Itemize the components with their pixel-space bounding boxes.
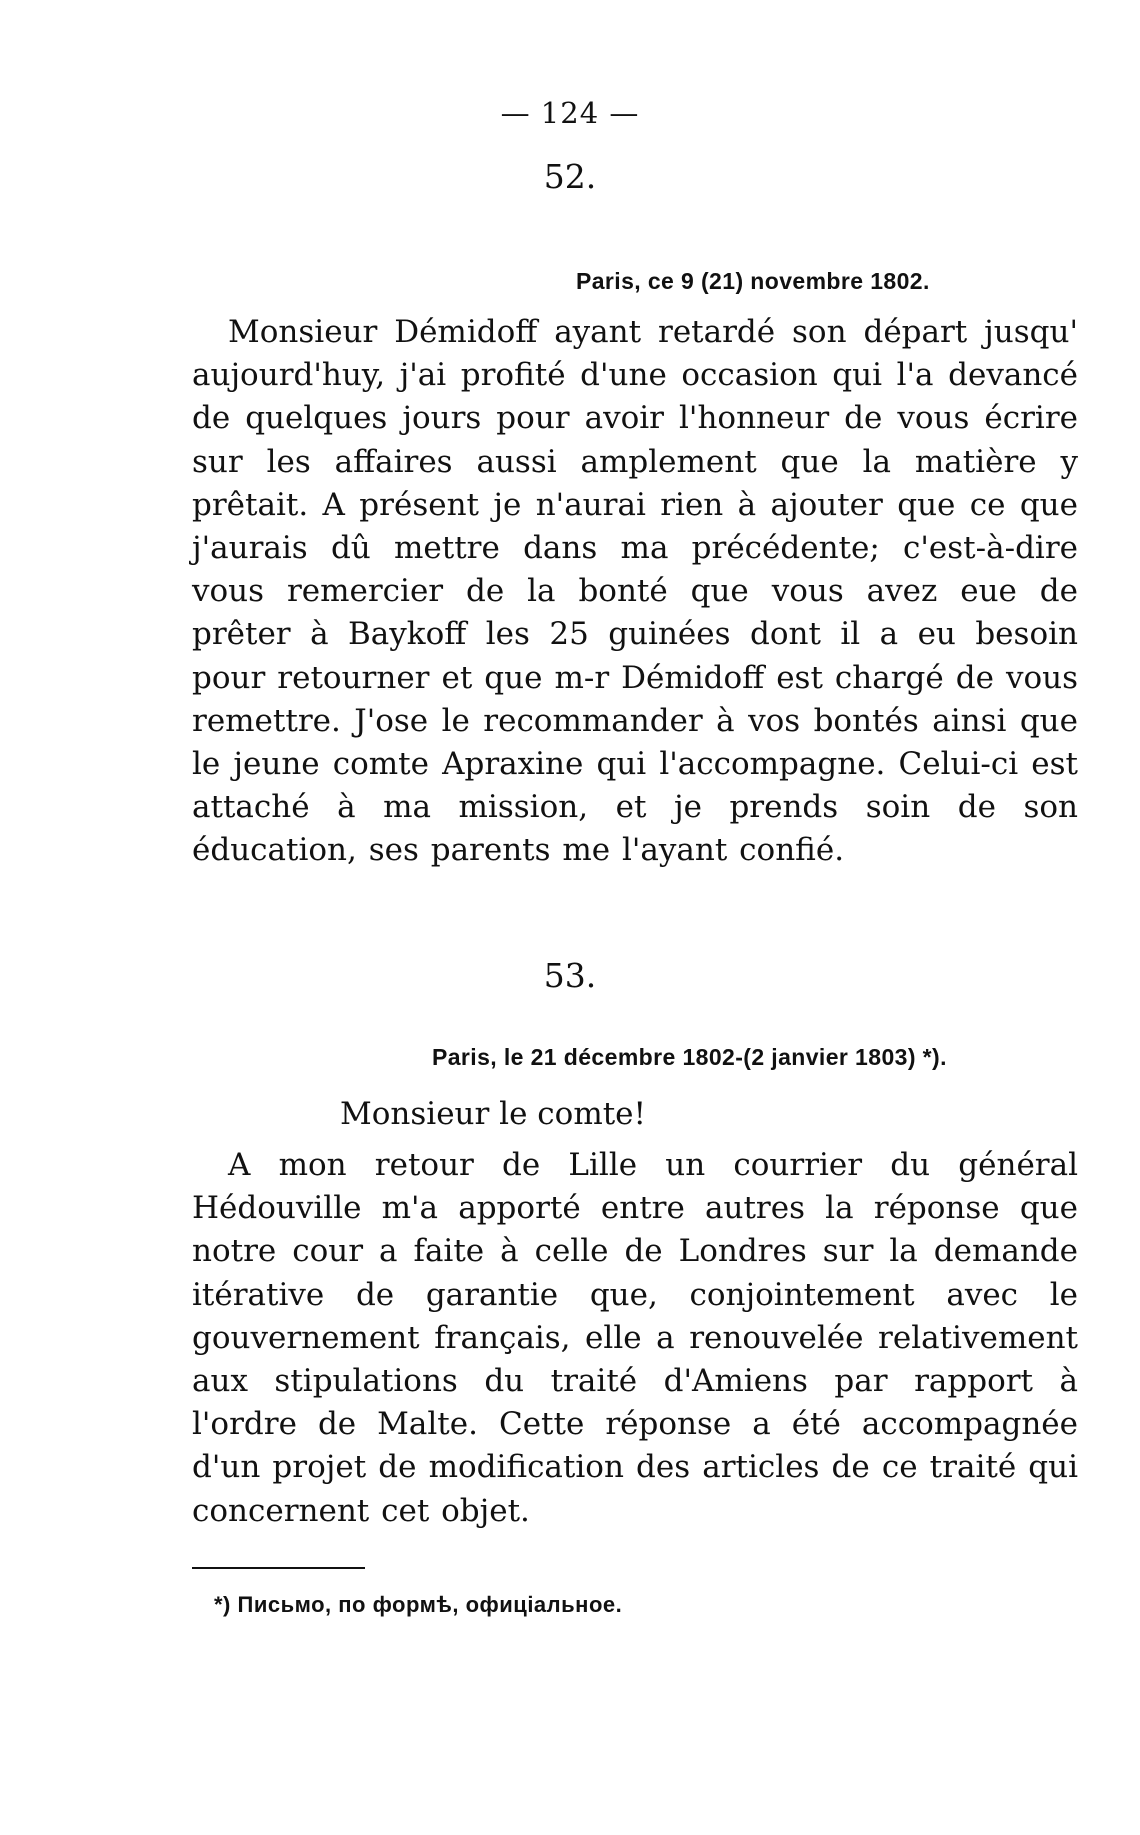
dateline-letter-52: Paris, ce 9 (21) novembre 1802. [576, 268, 930, 294]
letter-number-53: 53. [543, 956, 597, 995]
letter-52-body: Monsieur Démidoff ayant retardé son départ jusqu' aujourd'huy, j'ai profité d'une occasion qui l'a devancé de quelques jours pour avoir l'honneur de vous écrire sur les affaires aussi amplement que la matière y prêtait. A présent je n'aurai rien à ajouter que ce que j'aurais dû mettre dans ma précédente; c'est-à-dire vous remercier de la bonté que vous avez eue de prêter à Baykoff les 25 guinées dont il a eu besoin pour retourner et que m-r Démidoff est chargé de vous remettre. J'ose le recommander à vos bontés ainsi que le jeune comte Apraxine qui l'accompagne. Celui-ci est attaché à ma mission, et je prends soin de son éducation, ses parents me l'ayant confié. [192, 314, 1078, 869]
salutation: Monsieur le comte! [340, 1096, 646, 1132]
page-number: — 124 — [500, 96, 640, 130]
dateline-letter-53: Paris, le 21 décembre 1802-(2 janvier 1803) *). [432, 1044, 947, 1070]
letter-number-52: 52. [543, 157, 597, 196]
letter-53-body: A mon retour de Lille un courrier du général Hédouville m'a apporté entre autres la réponse que notre cour a faite à celle de Londres sur la demande itérative de garantie que, conjointement avec le gouvernement français, elle a renouvelée relativement aux stipulations du traité d'Amiens par rapport à l'ordre de Malte. Cette réponse a été accompagnée d'un projet de modification des articles de ce traité qui concernent cet objet. [192, 1147, 1078, 1529]
footnote: *) Письмо, по формѣ, офиціальное. [214, 1592, 623, 1617]
footnote-rule [192, 1567, 365, 1569]
